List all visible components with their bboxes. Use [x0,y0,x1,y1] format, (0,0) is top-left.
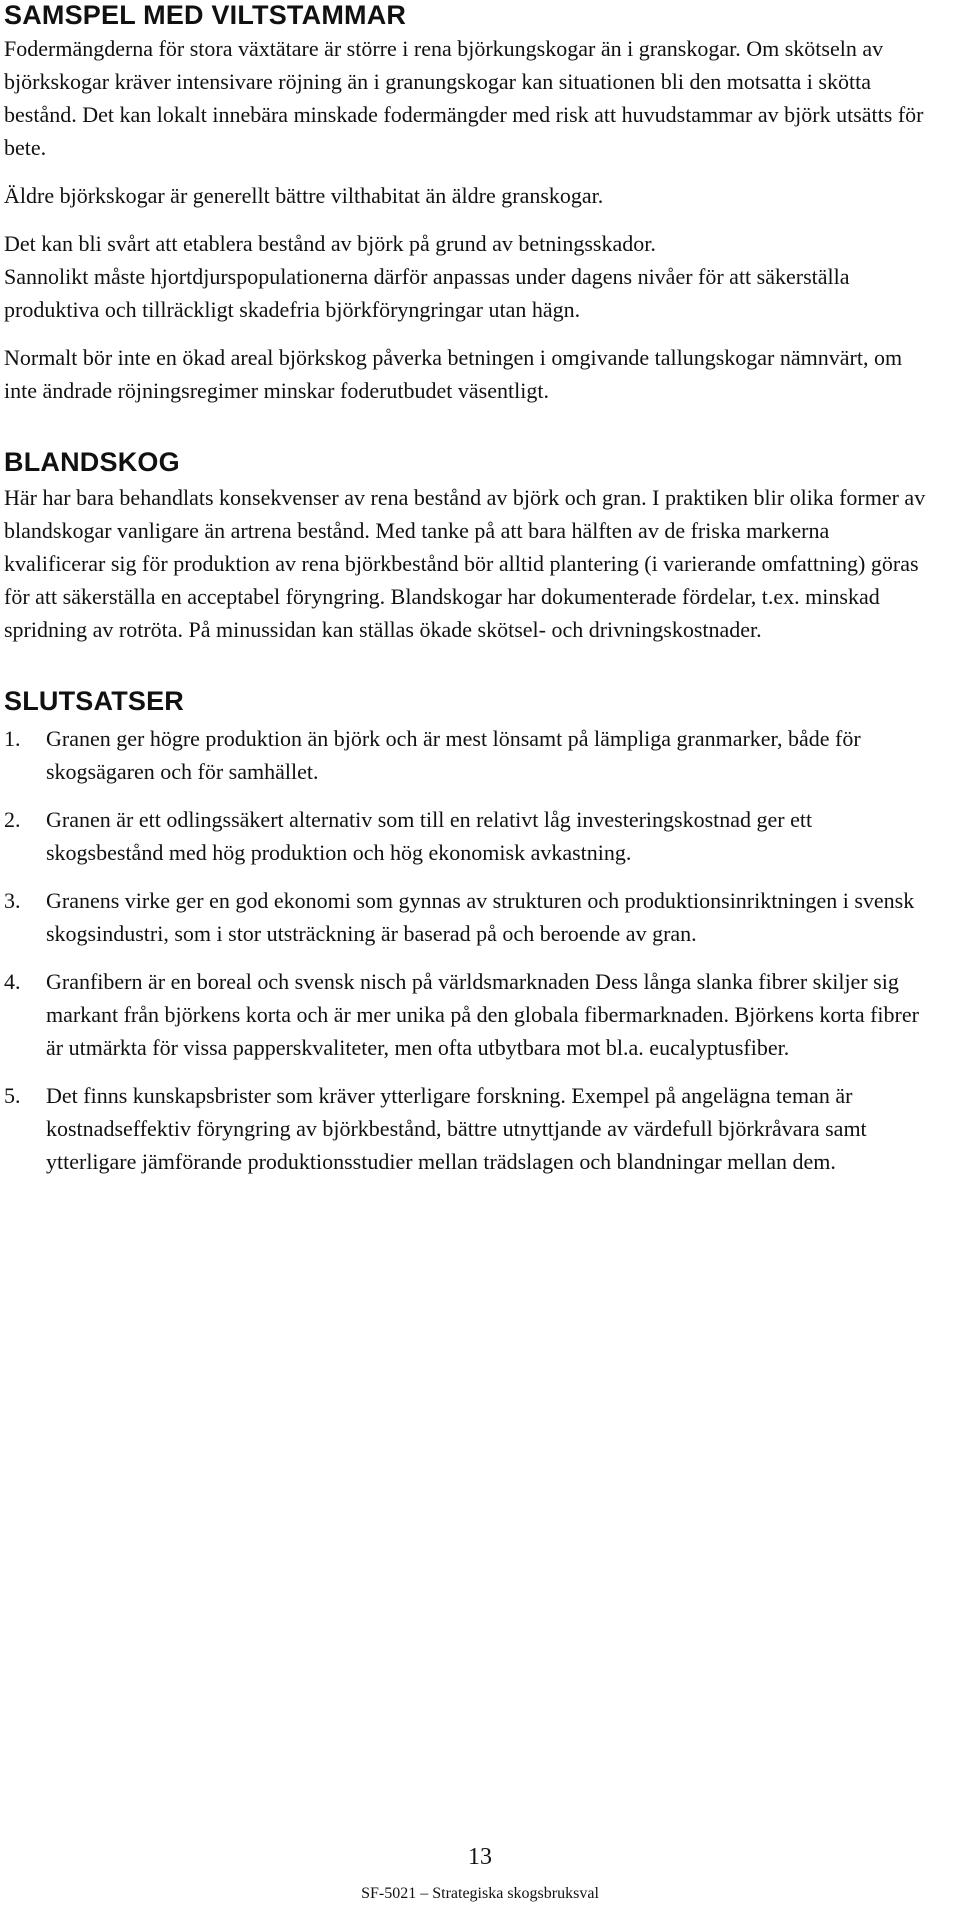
list-item [4,722,934,788]
list-item [4,884,934,950]
paragraph-fodermangder: Fodermängderna för stora växtätare är större i rena björkungskogar än i granskogar. Om skötseln av björkskogar kräver intensivare röjning än i granungskogar kan situationen bli den motsatta i skötta bestånd. Det kan lokalt innebära minskade fodermängder med risk att huvudstammar av björk utsätts för bete. [4,36,924,160]
conclusions-list [4,722,934,1178]
paragraph-betningsskador: Det kan bli svårt att etablera bestånd av björk på grund av betningsskador. [4,231,656,256]
list-item-text: Det finns kunskapsbrister som kräver ytterligare forskning. Exempel på angelägna teman är kostnadseffektiv föryngring av björkbestånd, bättre utnyttjande av värdefull björkråvara samt ytterligare jämförande produktionsstudier mellan trädslagen och blandningar mellan dem. [46,1083,867,1174]
section-heading-blandskog: BLANDSKOG [4,447,180,477]
list-item-number: 5. [4,1083,21,1108]
paragraph-hjortdjur: Sannolikt måste hjortdjurspopulationerna därför anpassas under dagens nivåer för att säkerställa produktiva och tillräckligt skadefria björkföryngringar utan hägn. [4,264,850,322]
section-heading-samspel: SAMSPEL MED VILTSTAMMAR [4,0,407,30]
list-item-text: Granfibern är en boreal och svensk nisch på världsmarknaden Dess långa slanka fibrer skiljer sig markant från björkens korta och är mer unika på den globala fibermarknaden. Björkens korta fibrer är utmärkta för vissa papperskvaliteter, men ofta utbytbara mot bl.a. eucalyptusfiber. [46,969,919,1060]
paragraph-aldre-bjorkskogar: Äldre björkskogar är generellt bättre vilthabitat än äldre granskogar. [4,183,604,208]
list-item-number: 4. [4,969,21,994]
list-item-text: Granens virke ger en god ekonomi som gynnas av strukturen och produktionsinriktningen i svensk skogsindustri, som i stor utsträckning är baserad på och beroende av gran. [46,888,915,946]
document-reference: SF-5021 – Strategiska skogsbruksval [361,1885,599,1902]
list-item-text: Granen är ett odlingssäkert alternativ som till en relativt låg investeringskostnad ger ett skogsbestånd med hög produktion och hög ekonomisk avkastning. [46,807,813,865]
list-item-number: 2. [4,807,21,832]
list-item-number: 1. [4,726,21,751]
list-item [4,1079,934,1178]
list-item [4,803,934,869]
paragraph-blandskog: Här har bara behandlats konsekvenser av rena bestånd av björk och gran. I praktiken blir olika former av blandskogar vanligare än artrena bestånd. Med tanke på att bara hälften av de friska markerna kvalificerar sig för produktion av rena björkbestånd bör alltid plantering (i varierande omfattning) göras för att säkerställa en acceptabel föryngring. Blandskogar har dokumenterade fördelar, t.ex. minskad spridning av rotröta. På minussidan kan ställas ökade skötsel- och drivningskostnader. [4,485,926,642]
list-item [4,965,934,1064]
section-heading-slutsatser: SLUTSATSER [4,686,185,716]
paragraph-tallungskogar: Normalt bör inte en ökad areal björkskog påverka betningen i omgivande tallungskogar nämnvärt, om inte ändrade röjningsregimer minskar foderutbudet väsentligt. [4,345,903,403]
page-number: 13 [468,1844,492,1870]
list-item-number: 3. [4,888,21,913]
page-content [4,0,934,1193]
list-item-text: Granen ger högre produktion än björk och är mest lönsamt på lämpliga granmarker, både för skogsägaren och för samhället. [46,726,861,784]
